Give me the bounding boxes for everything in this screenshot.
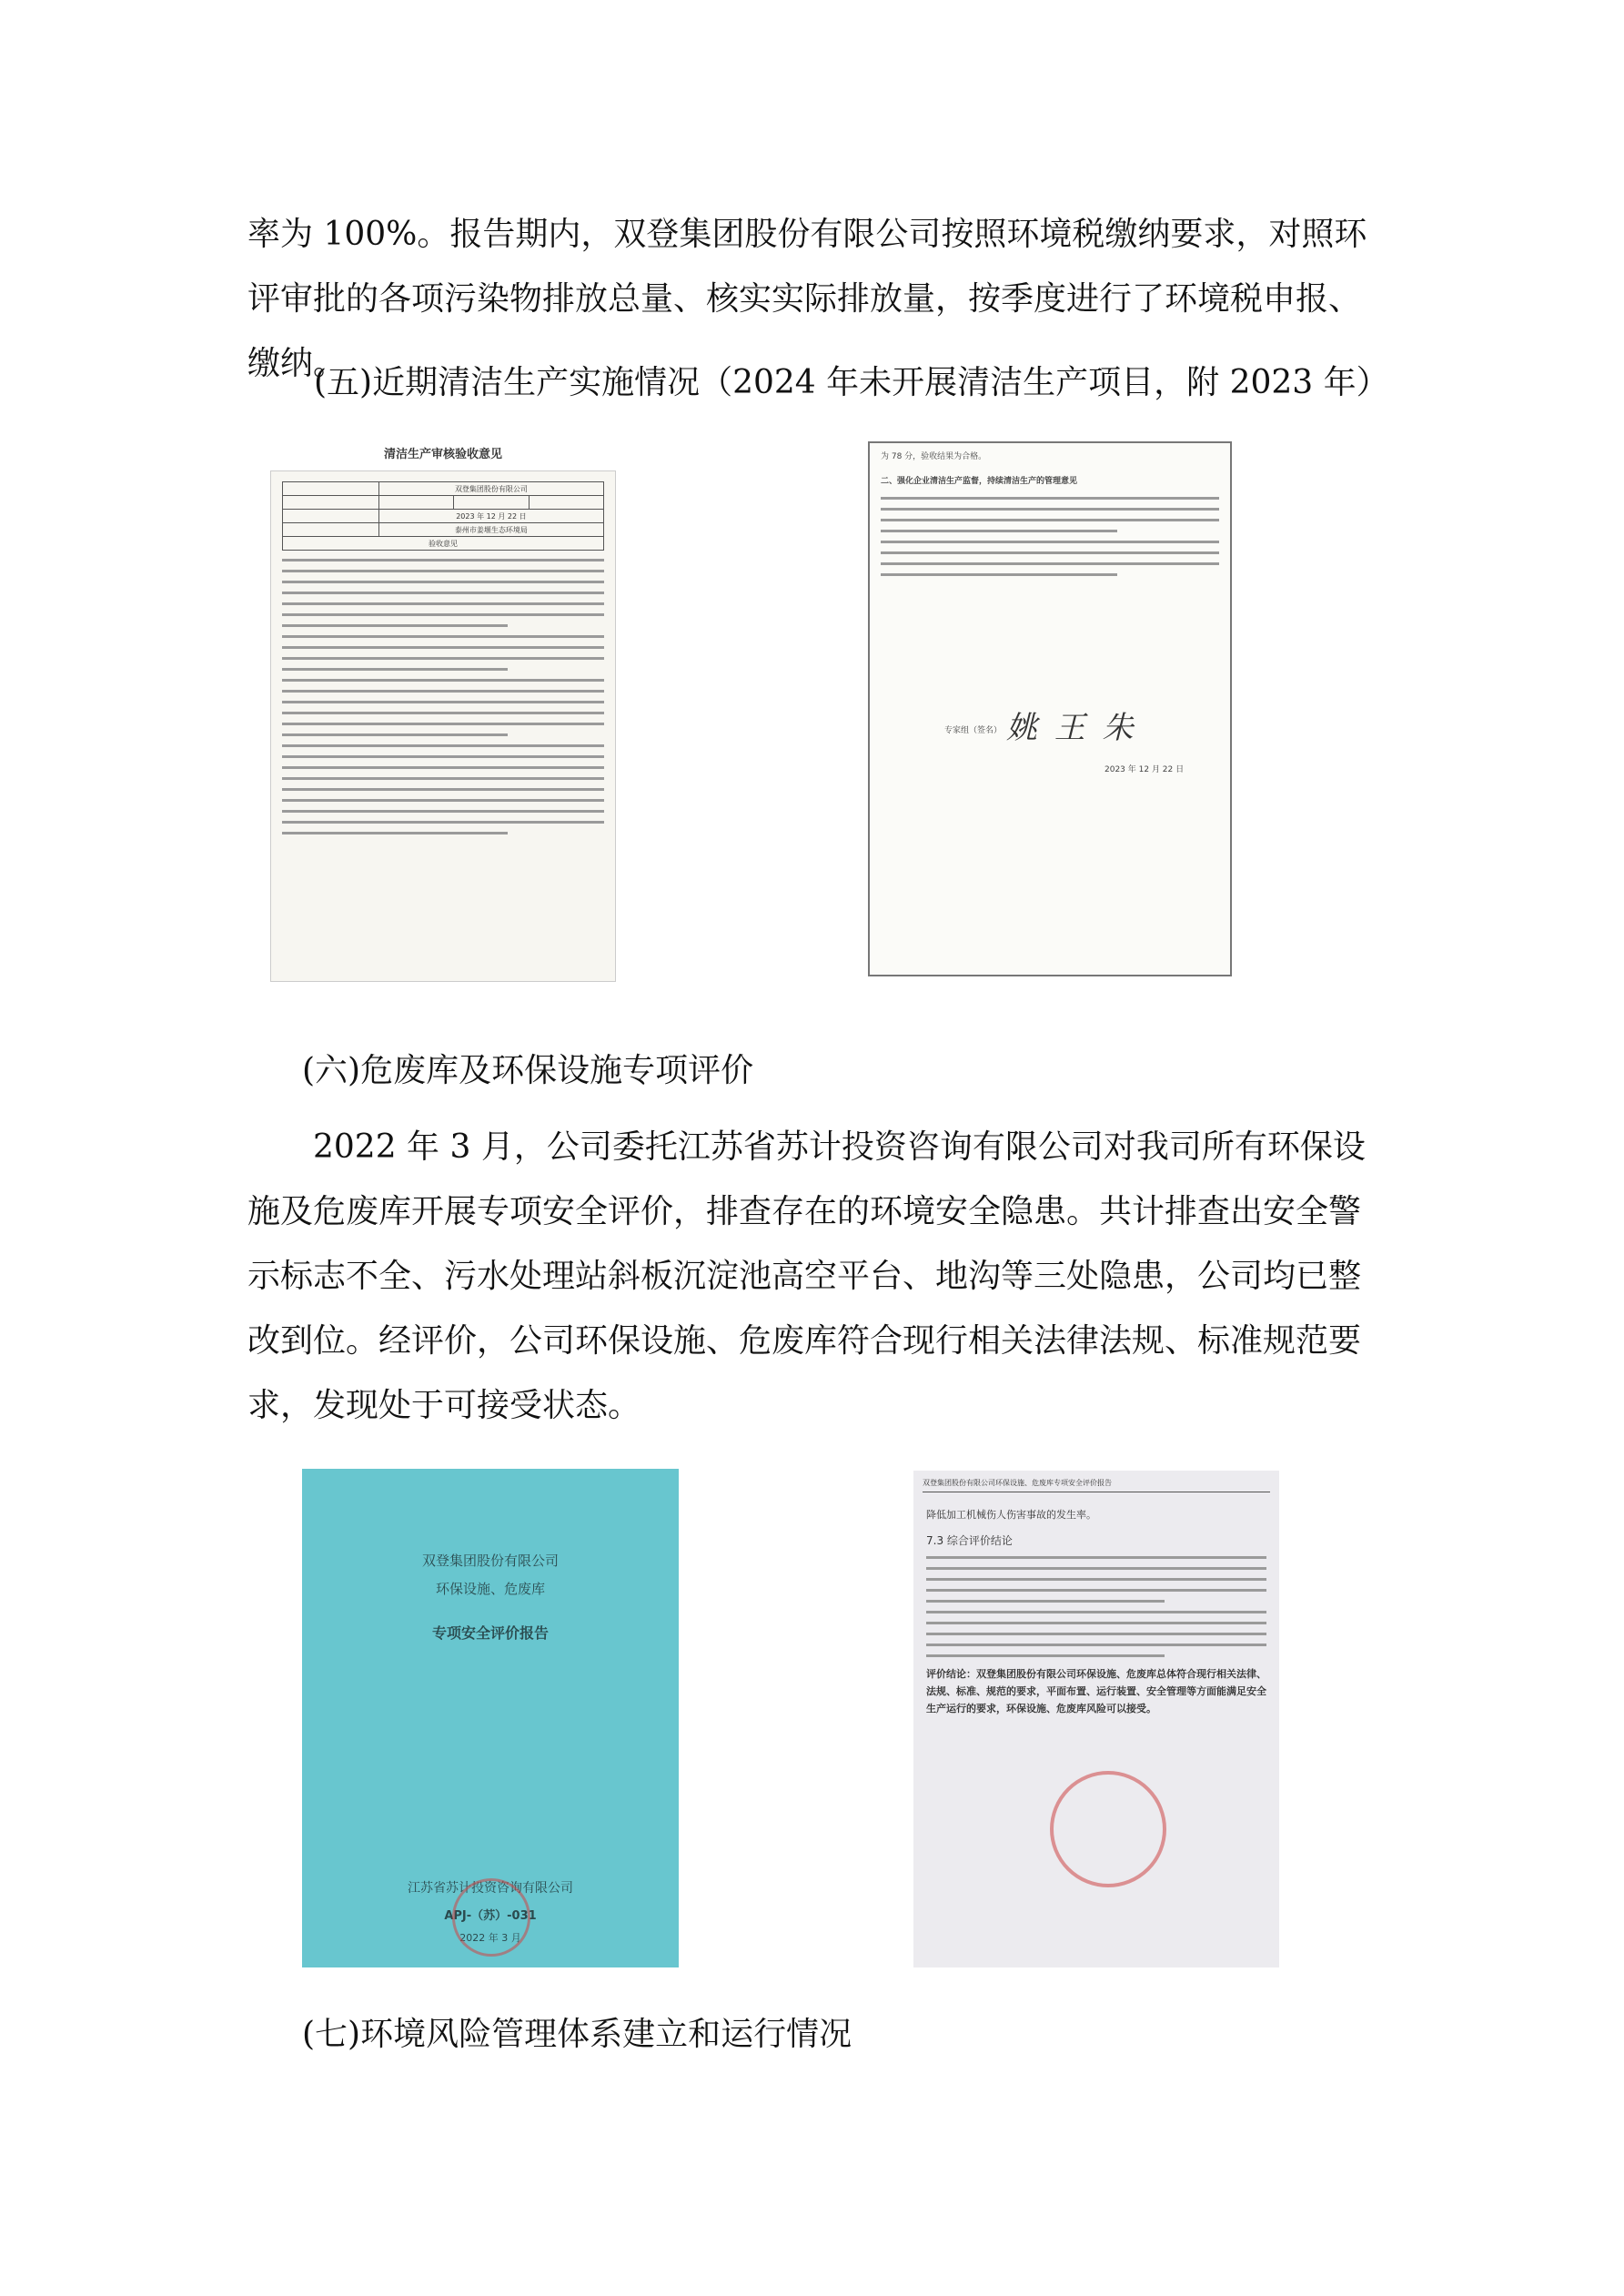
conclusion-section-title: 7.3 综合评价结论 bbox=[926, 1534, 1013, 1547]
cover-subtitle: 环保设施、危废库 bbox=[435, 1581, 545, 1597]
acceptance-text-lines bbox=[282, 559, 604, 834]
heading-hazardous-waste-assessment: (六)危废库及环保设施专项评价 bbox=[302, 1052, 754, 1089]
cover-title: 专项安全评价报告 bbox=[431, 1624, 549, 1642]
acceptance-title: 清洁生产审核验收意见 bbox=[383, 448, 502, 461]
red-seal-stamp bbox=[1050, 1771, 1166, 1887]
conclusion-top-line: 降低加工机械伤人伤害事故的发生率。 bbox=[926, 1509, 1096, 1521]
cover-publisher: 江苏省苏计投资咨询有限公司 bbox=[408, 1881, 573, 1896]
opinion-text-lines bbox=[881, 497, 1219, 576]
opinion-heading: 二、强化企业清洁生产监督，持续清洁生产的管理意见 bbox=[881, 477, 1078, 486]
assessment-paragraph: 2022 年 3 月，公司委托江苏省苏计投资咨询有限公司对我司所有环保设施及危废库开展专项安全评价，排查存在的环境安全隐患。共计排查出安全警示标志不全、污水处理站斜板沉淀池高空平台、地沟等三处隐患，公司均已整改到位。经评价，公司环保设施、危废库符合现行相关法律法规、标准规范要求，发现处于可接受状态。 bbox=[247, 1128, 1366, 1424]
conclusion-text: 双登集团股份有限公司环保设施、危废库总体符合现行相关法律、法规、标准、规范的要求，平面布置、运行装置、安全管理等方面能满足安全生产运行的要求，环保设施、危废库风险可以接受。 bbox=[926, 1668, 1266, 1714]
conclusion-page-header: 双登集团股份有限公司环保设施、危废库专项安全评价报告 bbox=[923, 1478, 1270, 1492]
acceptance-info-table bbox=[282, 481, 604, 551]
cover-company: 双登集团股份有限公司 bbox=[421, 1553, 559, 1569]
cover-date: 2022 年 3 月 bbox=[459, 1932, 521, 1944]
cover-code: APJ-（苏）-031 bbox=[444, 1909, 537, 1923]
cover-seal-stamp bbox=[452, 1878, 530, 1957]
signer-label: 专家组（签名） bbox=[944, 726, 1003, 735]
opinion-date: 2023 年 12 月 22 日 bbox=[1105, 765, 1185, 774]
safety-report-cover-photo bbox=[302, 1469, 679, 1967]
assessment-conclusion-photo bbox=[913, 1471, 1279, 1967]
expert-signatures: 姚 王 朱 bbox=[1006, 710, 1137, 746]
opinion-first-line: 为 78 分，验收结果为合格。 bbox=[881, 452, 987, 461]
section-cell: 验收意见 bbox=[283, 537, 604, 551]
heading-cleaner-production: (五)近期清洁生产实施情况（2024 年未开展清洁生产项目，附 2023 年） bbox=[314, 364, 1389, 401]
date-cell: 2023 年 12 月 22 日 bbox=[378, 510, 603, 523]
cleaner-production-acceptance-photo bbox=[264, 435, 628, 986]
org-cell: 泰州市姜堰生态环境局 bbox=[378, 523, 603, 537]
conclusion-text-lines bbox=[926, 1556, 1266, 1657]
company-cell: 双登集团股份有限公司 bbox=[378, 482, 603, 496]
heading-risk-management: (七)环境风险管理体系建立和运行情况 bbox=[302, 2016, 852, 2053]
expert-opinion-photo bbox=[868, 441, 1234, 978]
tax-paragraph: 率为 100%。报告期内，双登集团股份有限公司按照环境税缴纳要求，对照环评审批的各项污染物排放总量、核实实际排放量，按季度进行了环境税申报、缴纳。 bbox=[247, 216, 1367, 382]
conclusion-label: 评价结论： bbox=[926, 1668, 976, 1680]
